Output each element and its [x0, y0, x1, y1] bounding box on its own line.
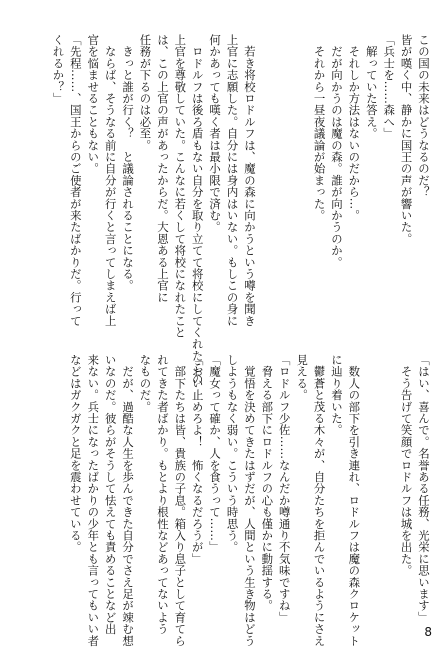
bottom-section-line: 来ない。兵士になったばかりの少年とも言ってもいい者: [86, 354, 101, 647]
bottom-section-line: 「はい、喜んで。名誉ある任務、光栄に思います」: [417, 354, 431, 624]
top-section-line: [293, 34, 310, 306]
top-section-line: 官を悩ませることもない。: [86, 34, 101, 175]
top-section-line: ロドルフは後ろ盾もない自分を取り立てて将校にしてくれたこの: [190, 34, 205, 385]
top-section-line: この国の未来はどうなるのだ？: [417, 34, 431, 198]
top-section-line: きっと誰が行く？ と議論されることになる。: [121, 34, 136, 292]
bottom-section-line: に辿り着いた。: [329, 354, 344, 436]
bottom-section-line: などはガクガクと足を震わせている。: [68, 354, 83, 553]
bottom-section-line: 「ロドルフ少佐……なんだか噂通り不気味ですね」: [277, 354, 292, 624]
bottom-section-line: 見える。: [295, 354, 310, 401]
top-section-line: は、この上官の声があったからだ。大恩ある上官に: [155, 34, 170, 304]
top-section-line: 「兵士を……森へ」: [382, 34, 397, 140]
bottom-section-line: れてきた者ばかり。もとより根性などあってないよう: [155, 354, 170, 635]
top-section-line: [258, 34, 275, 306]
top-section-line: それしか方法はないのだから…。: [347, 34, 362, 222]
top-section-line: 解っていた答え。: [364, 34, 379, 140]
top-section-line: ならば、そうなる前に自分が行くと言ってしまえば上: [103, 34, 118, 327]
bottom-section-line: 数人の部下を引き連れ、ロドルフは魔の森クロケット: [347, 354, 362, 647]
bottom-section-line: 「おい止めろよ！ 怖くなるだろうが」: [190, 354, 205, 565]
bottom-section-line: いなのだ。彼らがそうして怯えても責めることなど出: [103, 354, 118, 635]
top-section-line: 皆が嘆く中、静かに国王の声が響いた。: [399, 34, 414, 245]
bottom-section-line: 覚悟を決めてきたはずだが、人間という生き物はどう: [242, 354, 257, 647]
top-section-line: 若き将校ロドルフは、魔の森に向かうという噂を聞き: [242, 34, 257, 327]
top-section-line: くれるか？」: [51, 34, 66, 105]
top-section-line: 「先程……、国王からのご使者が来たばかりだ。行って: [68, 34, 83, 327]
bottom-section-line: 鬱蒼と茂る木々が、自分たちを拒んでいるようにさえ: [312, 354, 327, 647]
bottom-section-line: 部下たちは皆、貴族の子息。箱入り息子として育てら: [173, 354, 188, 647]
top-section-line: [275, 34, 292, 306]
top-section-line: 上官に志願した。自分には身内はいない。もしこの身に: [225, 34, 240, 327]
bottom-text-column: [66, 354, 432, 647]
bottom-section-line: 脅える部下にロドルフの心も僅かに動揺する。: [260, 354, 275, 612]
page-number: 8: [424, 625, 432, 639]
bottom-section-line: だが、過酷な人生を歩んできた自分でさえ足が竦む想: [121, 354, 136, 647]
bottom-section-line: なものだ。: [138, 354, 153, 413]
top-section-line: 任務が下るのは必至。: [138, 34, 153, 151]
top-section-line: それから一昼夜議論が始まった。: [312, 34, 327, 222]
bottom-section-line: しようもなく弱い。こういう時思う。: [225, 354, 240, 553]
bottom-section-line: [362, 354, 379, 610]
bottom-section-line: [380, 354, 397, 610]
bottom-section-line: 「魔女って確か、人を食うって……」: [208, 354, 223, 553]
top-section-line: 上官を尊敬していた。こんなに若くして将校になれたこと: [173, 34, 188, 339]
bottom-section-line: そう告げて笑顔でロドルフは城を出た。: [399, 354, 414, 577]
top-section-line: 何かあっても嘆く者は最小限で済む。: [208, 34, 223, 233]
top-section-line: だが向かうのは魔の森。誰が向かうのか。: [329, 34, 344, 268]
